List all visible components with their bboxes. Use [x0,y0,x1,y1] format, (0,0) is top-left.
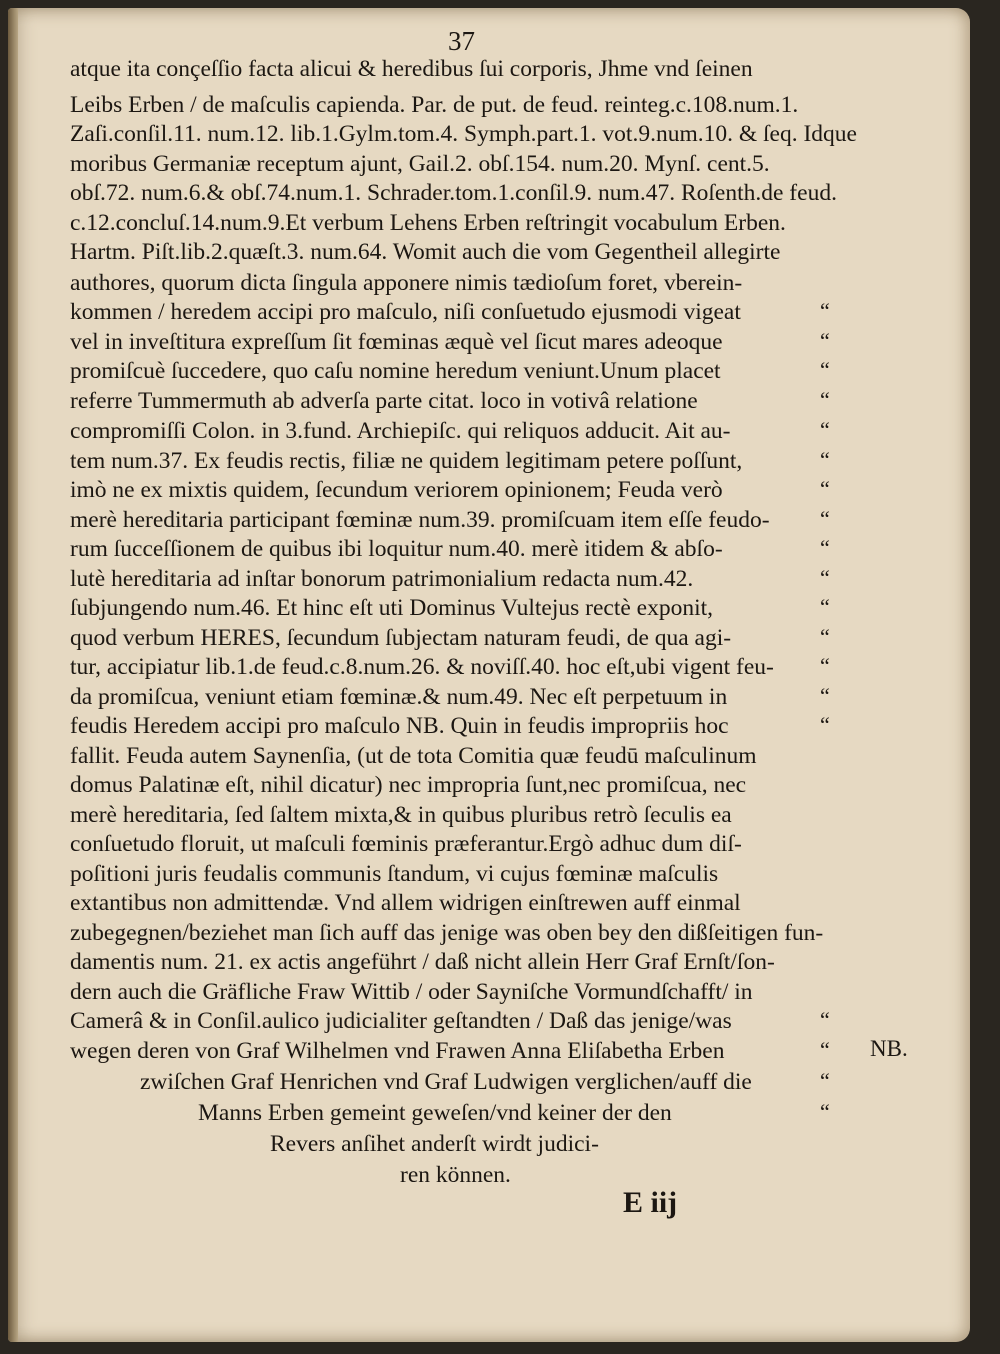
text-line: feudis Heredem accipi pro maſculo NB. Quin in feudis impropriis hoc [70,713,729,739]
margin-quote-mark: “ [820,417,830,442]
text-line: damentis num. 21. ex actis angeführt / daß nicht allein Herr Graf Ernſt/ſon- [70,949,775,975]
text-line: authores, quorum dicta ſingula apponere nimis tædioſum foret, vberein- [70,270,743,296]
margin-quote-mark: “ [820,624,830,649]
text-line: referre Tummermuth ab adverſa parte citat. loco in votivâ relatione [70,388,698,414]
text-line: compromiſſi Colon. in 3.fund. Archiepiſc. qui reliquos adducit. Ait au- [70,418,731,444]
text-line: moribus Germaniæ receptum ajunt, Gail.2. obſ.154. num.20. Mynſ. cent.5. [70,151,770,177]
margin-quote-mark: “ [820,1068,830,1093]
text-line: ſubjungendo num.46. Et hinc eſt uti Dominus Vultejus rectè exponit, [70,595,714,621]
text-line: conſuetudo floruit, ut maſculi fœminis præferantur.Ergò adhuc dum diſ- [70,831,742,857]
text-line: Camerâ & in Conſil.aulico judicialiter geſtandten / Daß das jenige/was [70,1008,732,1034]
text-line: quod verbum HERES, ſecundum ſubjectam naturam feudi, de qua agi- [70,625,732,651]
margin-quote-mark: “ [820,387,830,412]
margin-quote-mark: “ [820,476,830,501]
text-line: tur, accipiatur lib.1.de feud.c.8.num.26. & noviſſ.40. hoc eſt,ubi vigent feu- [70,654,774,680]
text-line: c.12.concluſ.14.num.9.Et verbum Lehens Erben reſtringit vocabulum Erben. [70,210,786,236]
text-line: Manns Erben gemeint geweſen/vnd keiner der den [198,1100,672,1126]
margin-quote-mark: “ [820,683,830,708]
text-line: Zaſi.conſil.11. num.12. lib.1.Gylm.tom.4. Symph.part.1. vot.9.num.10. & ſeq. Idque [70,121,857,147]
margin-quote-mark: “ [820,594,830,619]
margin-quote-mark: “ [820,653,830,678]
margin-quote-mark: “ [820,357,830,382]
text-line: rum ſucceſſionem de quibus ibi loquitur num.40. merè itidem & abſo- [70,536,723,562]
margin-quote-mark: “ [820,506,830,531]
text-line: tem num.37. Ex feudis rectis, filiæ ne quidem legitimam petere poſſunt, [70,448,743,474]
text-line: promiſcuè ſuccedere, quo caſu nomine heredum veniunt.Unum placet [70,358,721,384]
text-line: merè hereditaria, ſed ſaltem mixta,& in quibus pluribus retrò ſeculis ea [70,802,732,828]
text-line: vel in inveſtitura expreſſum ſit fœminas æquè vel ſicut mares adeoque [70,329,723,355]
text-line: imò ne ex mixtis quidem, ſecundum veriorem opinionem; Feuda verò [70,477,723,503]
signature-mark: E iij [623,1186,678,1219]
text-line: dern auch die Gräfliche Fraw Wittib / oder Sayniſche Vormundſchafft/ in [70,979,753,1005]
text-line: Revers anſihet anderſt wirdt judici- [270,1131,599,1157]
text-line: domus Palatinæ eſt, nihil dicatur) nec impropria ſunt,nec promiſcua, nec [70,772,747,798]
text-line: obſ.72. num.6.& obſ.74.num.1. Schrader.tom.1.conſil.9. num.47. Roſenth.de feud. [70,180,837,206]
text-line: ren können. [400,1162,511,1188]
book-spine [8,8,18,1342]
text-line: fallit. Feuda autem Saynenſia, (ut de tota Comitia quæ feudū maſculinum [70,743,757,769]
margin-quote-mark: “ [820,447,830,472]
margin-quote-mark: “ [820,1007,830,1032]
text-line: poſitioni juris feudalis communis ſtandum, vi cujus fœminæ maſculis [70,861,719,887]
text-line: da promiſcua, veniunt etiam fœminæ.& num.49. Nec eſt perpetuum in [70,684,728,710]
text-line: zwiſchen Graf Henrichen vnd Graf Ludwigen verglichen/auff die [140,1069,752,1095]
margin-quote-mark: “ [820,535,830,560]
margin-quote-mark: “ [820,1099,830,1124]
text-line: kommen / heredem accipi pro maſculo, niſi conſuetudo ejusmodi vigeat [70,299,741,325]
page-number: 37 [448,26,475,56]
margin-quote-mark: “ [820,328,830,353]
margin-note: NB. [870,1036,908,1061]
text-line: atque ita conçeſſio facta alicui & heredibus ſui corporis, Jhme vnd ſeinen [70,56,753,82]
text-line: lutè hereditaria ad inſtar bonorum patrimonialium redacta num.42. [70,566,694,592]
text-line: wegen deren von Graf Wilhelmen vnd Frawen Anna Eliſabetha Erben [70,1038,725,1064]
text-line: Leibs Erben / de maſculis capienda. Par. de put. de feud. reinteg.c.108.num.1. [70,92,799,118]
margin-quote-mark: “ [820,712,830,737]
margin-quote-mark: “ [820,1037,830,1062]
text-line: extantibus non admittendæ. Vnd allem widrigen einſtrewen auff einmal [70,890,741,916]
margin-quote-mark: “ [820,565,830,590]
text-line: merè hereditaria participant fœminæ num.39. promiſcuam item eſſe feudo- [70,507,770,533]
text-line: zubegegnen/beziehet man ſich auff das jenige was oben bey den dißſeitigen fun- [70,920,824,946]
text-line: Hartm. Piſt.lib.2.quæſt.3. num.64. Womit auch die vom Gegentheil allegirte [70,239,781,265]
book-page [8,8,970,1342]
margin-quote-mark: “ [820,298,830,323]
